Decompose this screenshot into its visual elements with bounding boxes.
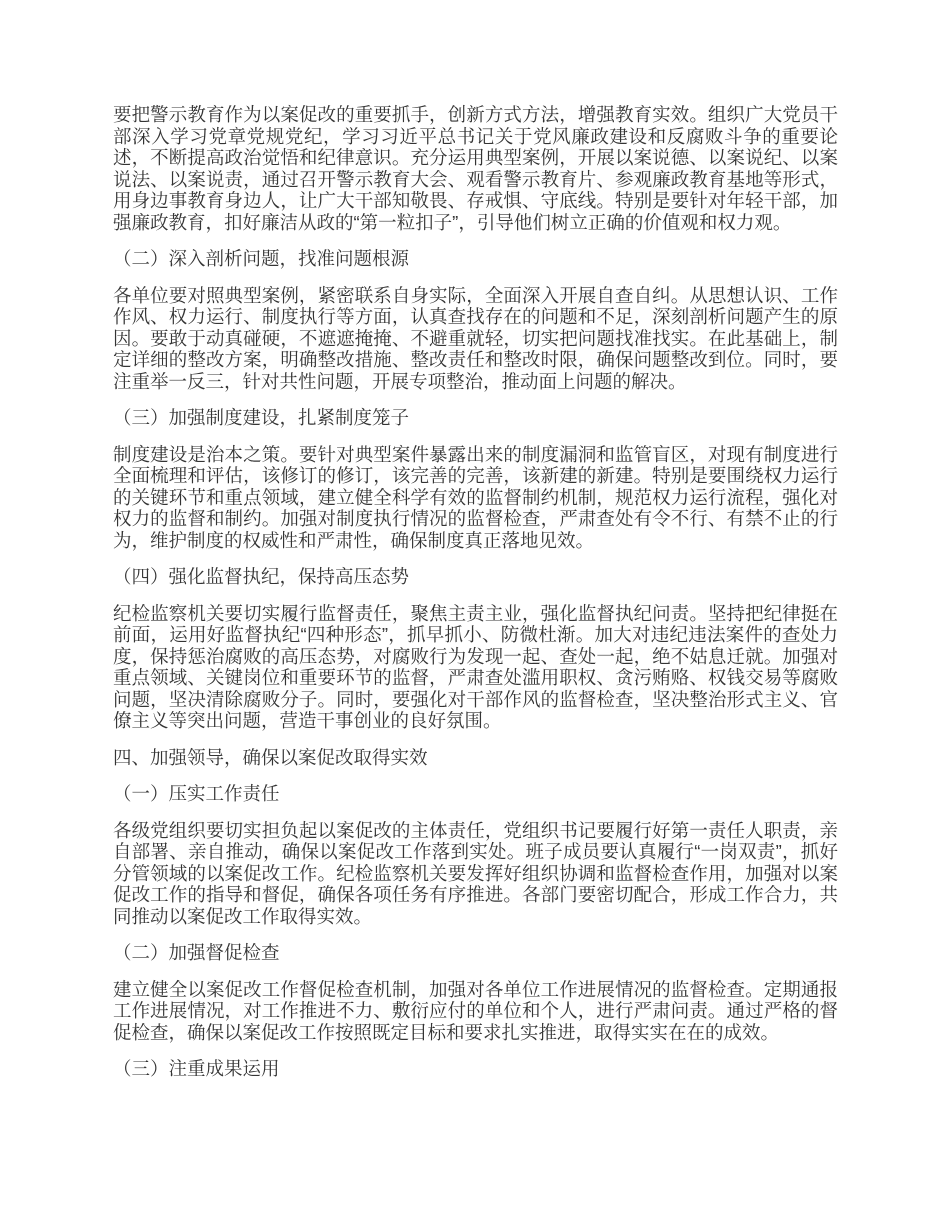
body-paragraph: 制度建设是治本之策。要针对典型案件暴露出来的制度漏洞和监管盲区，对现有制度进行全面梳理和评估，该修订的修订，该完善的完善，该新建的新建。特别是要围绕权力运行的关键环节和重点领域，建立健全科学有效的监督制约机制，规范权力运行流程，强化对权力的监督和制约。加强对制度执行情况的监督检查，严肃查处有令不行、有禁不止的行为，维护制度的权威性和严肃性，确保制度真正落地见效。 [113, 443, 838, 551]
body-paragraph: 纪检监察机关要切实履行监督责任，聚焦主责主业，强化监督执纪问责。坚持把纪律挺在前面，运用好监督执纪“四种形态”，抓早抓小、防微杜渐。加大对违纪违法案件的查处力度，保持惩治腐败的高压态势，对腐败行为发现一起、查处一起，绝不姑息迁就。加强对重点领域、关键岗位和重要环节的监督，严肃查处滥用职权、贪污贿赂、权钱交易等腐败问题，坚决清除腐败分子。同时，要强化对干部作风的监督检查，坚决整治形式主义、官僚主义等突出问题，营造干事创业的良好氛围。 [113, 602, 838, 731]
section-heading: （二）加强督促检查 [113, 942, 280, 963]
document-content [113, 104, 838, 1095]
section-heading: （二）深入剖析问题，找准问题根源 [113, 248, 410, 269]
section-heading: （四）强化监督执纪，保持高压态势 [113, 566, 410, 587]
body-paragraph: 要把警示教育作为以案促改的重要抓手，创新方式方法，增强教育实效。组织广大党员干部深入学习党章党规党纪，学习习近平总书记关于党风廉政建设和反腐败斗争的重要论述，不断提高政治觉悟和纪律意识。充分运用典型案例，开展以案说德、以案说纪、以案说法、以案说责，通过召开警示教育大会、观看警示教育片、参观廉政教育基地等形式，用身边事教育身边人，让广大干部知敬畏、存戒惧、守底线。特别是要针对年轻干部，加强廉政教育，扣好廉洁从政的“第一粒扣子”，引导他们树立正确的价值观和权力观。 [113, 104, 838, 233]
section-heading: （三）注重成果运用 [113, 1058, 280, 1079]
section-heading: （一）压实工作责任 [113, 783, 280, 804]
section-heading: 四、加强领导，确保以案促改取得实效 [113, 746, 428, 768]
body-paragraph: 各单位要对照典型案例，紧密联系自身实际，全面深入开展自查自纠。从思想认识、工作作风、权力运行、制度执行等方面，认真查找存在的问题和不足，深刻剖析问题产生的原因。要敢于动真碰硬，不遮遮掩掩、不避重就轻，切实把问题找准找实。在此基础上，制定详细的整改方案，明确整改措施、整改责任和整改时限，确保问题整改到位。同时，要注重举一反三，针对共性问题，开展专项整治，推动面上问题的解决。 [113, 284, 838, 392]
body-paragraph: 各级党组织要切实担负起以案促改的主体责任，党组织书记要履行好第一责任人职责，亲自部署、亲自推动，确保以案促改工作落到实处。班子成员要认真履行“一岗双责”，抓好分管领域的以案促改工作。纪检监察机关要发挥好组织协调和监督检查作用，加强对以案促改工作的指导和督促，确保各项任务有序推进。各部门要密切配合，形成工作合力，共同推动以案促改工作取得实效。 [113, 819, 838, 927]
section-heading: （三）加强制度建设，扎紧制度笼子 [113, 407, 410, 428]
body-paragraph: 建立健全以案促改工作督促检查机制，加强对各单位工作进展情况的监督检查。定期通报工作进展情况，对工作推进不力、敷衍应付的单位和个人，进行严肃问责。通过严格的督促检查，确保以案促改工作按照既定目标和要求扎实推进，取得实实在在的成效。 [113, 978, 838, 1043]
